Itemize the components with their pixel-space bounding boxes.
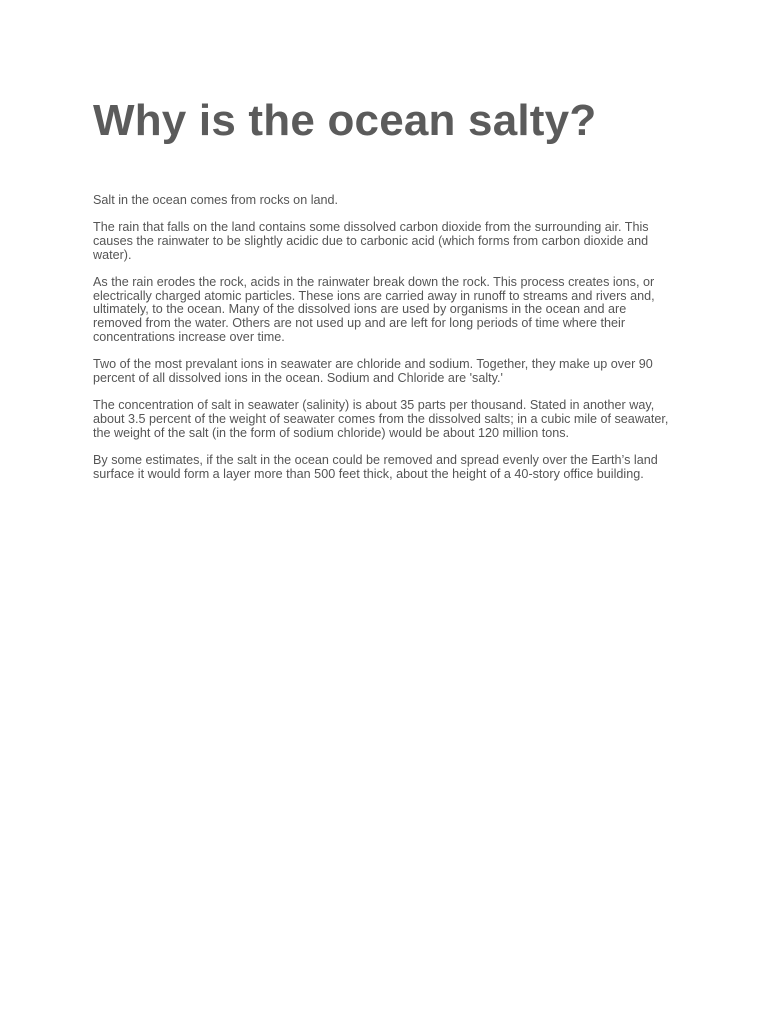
paragraph-salinity: The concentration of salt in seawater (salinity) is about 35 parts per thousand. Stated in another way, about 3.5 percent of the weight of seawater comes from the dissolved salts; in a cubic mile of seawater, the weight of the salt (in the form of sodium chloride) would be about 120 million tons. <box>93 397 669 440</box>
paragraph-erosion: As the rain erodes the rock, acids in the rainwater break down the rock. This process creates ions, or electrically charged atomic particles. These ions are carried away in runoff to streams and rivers and, ultimately, to the ocean. Many of the dissolved ions are used by organisms in the ocean and are removed from the water. Others are not used up and are left for long periods of time where their concentrations increase over time. <box>93 274 655 345</box>
paragraph-ions: Two of the most prevalant ions in seawater are chloride and sodium. Together, they make up over 90 percent of all dissolved ions in the ocean. Sodium and Chloride are 'salty.' <box>93 357 653 386</box>
page-title: Why is the ocean salty? <box>93 96 597 145</box>
paragraph-intro: Salt in the ocean comes from rocks on land. <box>93 193 339 207</box>
document-body <box>93 194 678 495</box>
paragraph-rain: The rain that falls on the land contains some dissolved carbon dioxide from the surrounding air. This causes the rainwater to be slightly acidic due to carbonic acid (which forms from carbon dioxide and water). <box>93 219 649 262</box>
paragraph-estimate: By some estimates, if the salt in the ocean could be removed and spread evenly over the Earth’s land surface it would form a layer more than 500 feet thick, about the height of a 40-story office building. <box>93 452 658 481</box>
